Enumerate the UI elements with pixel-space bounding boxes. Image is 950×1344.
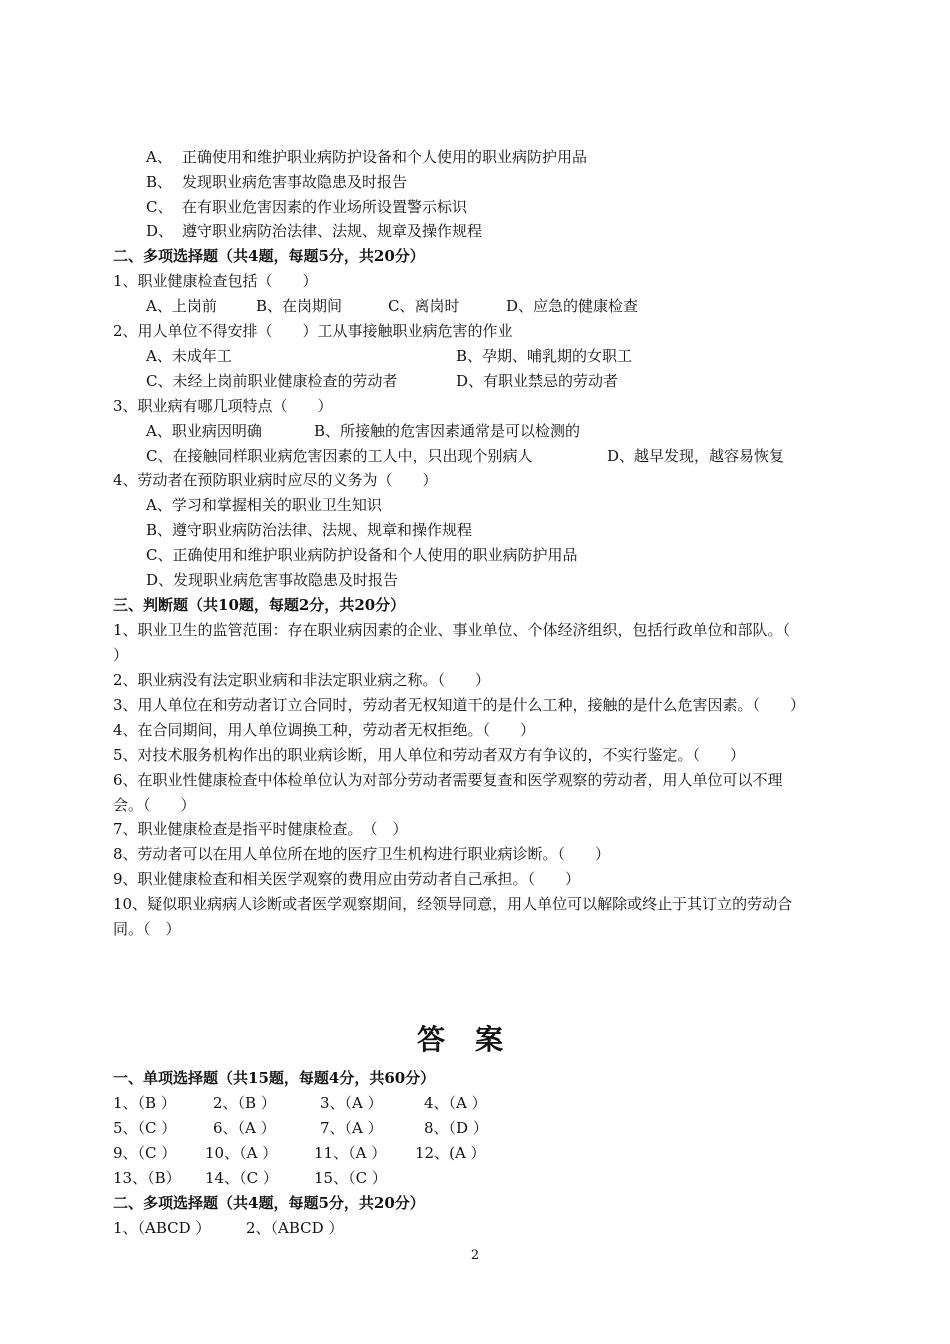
answer-item: 2、（ABCD ） [246,1219,344,1237]
question-stem: 2、用人单位不得安排（ ）工从事接触职业病危害的作业 [113,322,513,340]
option-label: A、 [146,148,172,166]
judge-question: 9、职业健康检查和相关医学观察的费用应由劳动者自己承担。（ ） [113,870,581,888]
judge-question: 10、疑似职业病病人诊断或者医学观察期间，经领导同意，用人单位可以解除或终止于其订立的劳动合 [113,895,793,913]
choice-c: C、离岗时 [388,297,460,315]
answer-item: 9、（C ） [113,1144,177,1162]
judge-question: 8、劳动者可以在用人单位所在地的医疗卫生机构进行职业病诊断。（ ） [113,845,611,863]
choice-d: D、应急的健康检查 [506,297,639,315]
answer-item: 1、（B ） [113,1094,176,1112]
judge-question-cont: ） [113,646,129,664]
choice-b: B、遵守职业病防治法律、法规、规章和操作规程 [146,521,473,539]
option-text: 在有职业危害因素的作业场所设置警示标识 [182,198,468,216]
answer-item: 2、（B ） [213,1094,276,1112]
judge-question-cont: 同。（ ） [113,920,181,938]
judge-question: 1、职业卫生的监管范围：存在职业病因素的企业、事业单位、个体经济组织，包括行政单位和部队。（ [113,621,791,639]
answer-item: 6、（A ） [213,1119,276,1137]
answer-item: 15、（C ） [314,1169,387,1187]
option-label: D、 [146,222,174,240]
judge-question: 6、在职业性健康检查中体检单位认为对部分劳动者需要复查和医学观察的劳动者，用人单位可以不理 [113,771,783,789]
page-number: 2 [470,1248,480,1263]
option-label: C、 [146,198,173,216]
section-heading: 三、判断题（共10题，每题2分，共20分） [113,596,406,614]
question-stem: 4、劳动者在预防职业病时应尽的义务为（ ） [113,471,438,489]
choice-b: B、孕期、哺乳期的女职工 [456,347,633,365]
answer-item: 3、（A ） [320,1094,383,1112]
choice-c: C、未经上岗前职业健康检查的劳动者 [146,372,398,390]
choice-d: D、发现职业病危害事故隐患及时报告 [146,571,399,589]
judge-question: 7、职业健康检查是指平时健康检查。 （ ） [113,820,408,838]
question-stem: 1、职业健康检查包括（ ） [113,272,318,290]
judge-question: 3、用人单位在和劳动者订立合同时，劳动者无权知道干的是什么工种，接触的是什么危害因素。（ ） [113,696,806,714]
judge-question: 2、职业病没有法定职业病和非法定职业病之称。（ ） [113,671,491,689]
answer-item: 14、（C ） [205,1169,278,1187]
answer-item: 12、(A ） [415,1144,486,1162]
choice-c: C、在接触同样职业病危害因素的工人中，只出现个别病人 [146,447,533,465]
question-stem: 3、职业病有哪几项特点（ ） [113,397,333,415]
choice-d: D、越早发现，越容易恢复 [607,447,785,465]
choice-a: A、学习和掌握相关的职业卫生知识 [146,496,382,514]
choice-a: A、上岗前 [146,297,217,315]
answer-item: 11、（A ） [314,1144,387,1162]
answer-item: 7、（A ） [320,1119,383,1137]
answer-item: 8、（D ） [424,1119,488,1137]
judge-question: 4、在合同期间，用人单位调换工种，劳动者无权拒绝。（ ） [113,721,536,739]
option-text: 发现职业病危害事故隐患及时报告 [182,173,408,191]
option-label: B、 [146,173,173,191]
answer-item: 13、（B） [113,1169,181,1187]
answer-item: 4、（A ） [424,1094,487,1112]
choice-b: B、在岗期间 [256,297,343,315]
answers-title: 答案 [416,1023,533,1056]
choice-b: B、所接触的危害因素通常是可以检测的 [314,422,581,440]
option-text: 遵守职业病防治法律、法规、规章及操作规程 [182,222,483,240]
answer-item: 10、（A ） [205,1144,278,1162]
option-text: 正确使用和维护职业病防护设备和个人使用的职业病防护用品 [182,148,588,166]
section-heading: 一、单项选择题（共15题，每题4分，共60分） [113,1069,436,1087]
option-row [146,147,172,167]
answer-item: 1、（ABCD ） [113,1219,211,1237]
section-heading: 二、多项选择题（共4题，每题5分，共20分） [113,247,425,265]
choice-a: A、未成年工 [146,347,232,365]
answer-item: 5、（C ） [113,1119,177,1137]
choice-d: D、有职业禁忌的劳动者 [456,372,619,390]
judge-question: 5、对技术服务机构作出的职业病诊断，用人单位和劳动者双方有争议的，不实行鉴定。（ ） [113,746,746,764]
choice-a: A、职业病因明确 [146,422,262,440]
judge-question-cont: 会。（ ） [113,796,196,814]
section-heading: 二、多项选择题（共4题，每题5分，共20分） [113,1194,425,1212]
choice-c: C、正确使用和维护职业病防护设备和个人使用的职业病防护用品 [146,546,578,564]
